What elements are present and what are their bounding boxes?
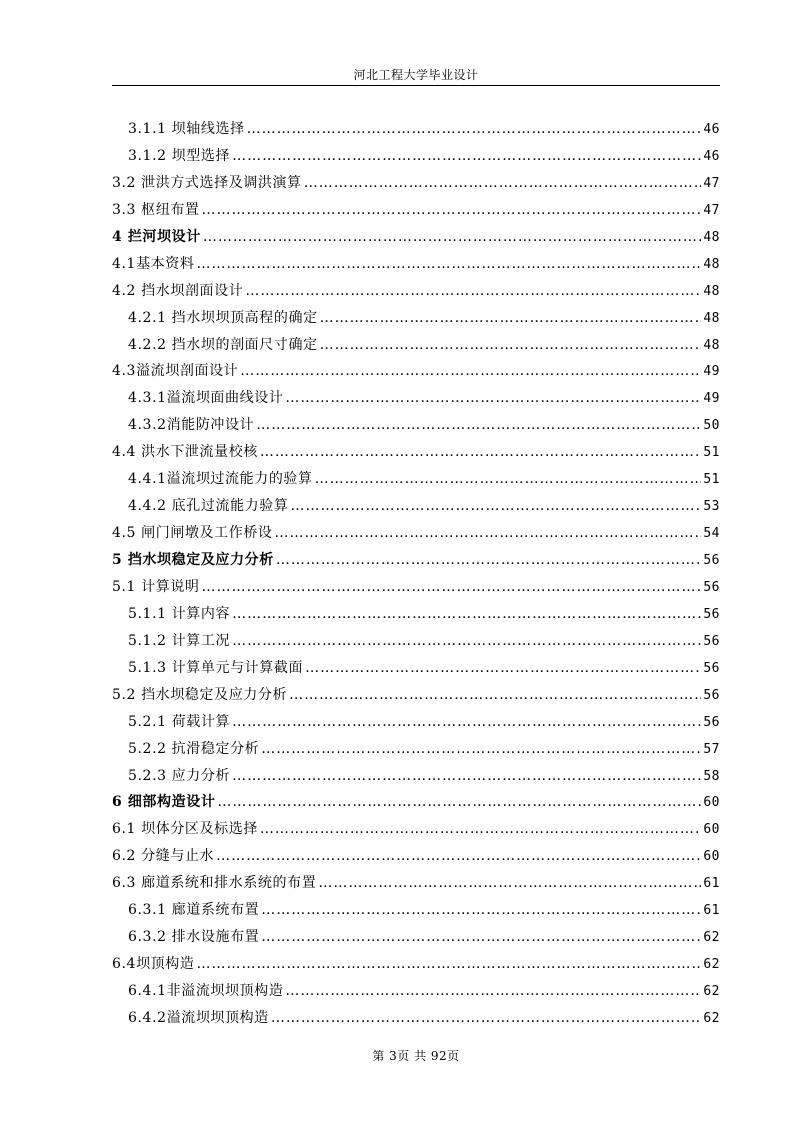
toc-entry-page-number: 60 (703, 795, 720, 811)
toc-entry[interactable] (112, 493, 720, 520)
toc-entry-label: 6.2 分缝与止水 (112, 848, 215, 865)
toc-entry-page-number: 46 (703, 122, 720, 137)
toc-entry-label: 6.3.1 廊道系统布置 (128, 902, 260, 919)
toc-dot-leader (232, 143, 701, 170)
toc-entry[interactable] (112, 224, 720, 251)
toc-dot-leader (290, 493, 701, 520)
toc-dot-leader (203, 224, 702, 251)
page-header-title: 河北工程大学毕业设计 (353, 68, 479, 82)
toc-entry-label: 3.1.2 坝型选择 (128, 147, 231, 164)
toc-dot-leader (216, 843, 701, 870)
toc-entry-page-number: 48 (703, 310, 720, 326)
toc-entry-page-number: 61 (703, 876, 720, 892)
toc-entry-page-number: 51 (703, 472, 720, 488)
toc-dot-leader (276, 547, 702, 574)
toc-dot-leader (202, 574, 702, 601)
toc-entry-label: 6.3 廊道系统和排水系统的布置 (112, 875, 317, 892)
toc-entry-label: 4.3.2消能防冲设计 (128, 417, 255, 434)
toc-entry-label: 5.2.1 荷载计算 (128, 713, 231, 730)
toc-dot-leader (285, 385, 701, 412)
toc-entry-label: 5.1.1 计算内容 (128, 605, 231, 622)
toc-entry[interactable] (112, 520, 720, 547)
toc-entry[interactable] (112, 278, 720, 305)
toc-entry-page-number: 48 (703, 229, 720, 245)
toc-entry-page-number: 47 (703, 202, 720, 218)
toc-entry-page-number: 48 (703, 256, 720, 272)
toc-entry-page-number: 49 (703, 391, 720, 407)
toc-entry[interactable] (112, 843, 720, 870)
toc-entry-label: 4.2 挡水坝剖面设计 (112, 282, 244, 299)
toc-entry-page-number: 60 (703, 822, 720, 838)
toc-entry[interactable] (112, 547, 720, 574)
toc-entry-label: 6.4.1非溢流坝坝顶构造 (128, 983, 284, 999)
toc-entry-label: 5.2 挡水坝稳定及应力分析 (112, 686, 288, 703)
toc-entry[interactable] (112, 789, 720, 816)
toc-entry-label: 3.1.1 坝轴线选择 (128, 121, 245, 137)
toc-dot-leader (202, 197, 702, 224)
toc-entry-label: 5.2.3 应力分析 (128, 767, 231, 784)
toc-entry[interactable] (112, 332, 720, 359)
toc-dot-leader (320, 332, 702, 359)
toc-dot-leader (232, 601, 701, 628)
toc-dot-leader (260, 439, 701, 466)
toc-entry-page-number: 46 (703, 148, 720, 164)
toc-entry[interactable] (112, 305, 720, 332)
toc-entry-page-number: 62 (703, 984, 720, 999)
toc-dot-leader (245, 278, 701, 305)
toc-entry[interactable] (112, 197, 720, 224)
toc-entry-label: 6.1 坝体分区及标选择 (112, 821, 258, 838)
table-of-contents (112, 116, 720, 1032)
toc-entry[interactable] (112, 358, 720, 385)
toc-dot-leader (260, 816, 701, 843)
toc-dot-leader (275, 520, 702, 547)
toc-entry[interactable] (112, 951, 720, 978)
header-divider (112, 85, 720, 86)
toc-entry[interactable] (112, 628, 720, 655)
toc-dot-leader (318, 870, 701, 897)
toc-entry-label: 4 拦河坝设计 (112, 228, 201, 245)
toc-entry-label: 5 挡水坝稳定及应力分析 (112, 552, 274, 568)
toc-dot-leader (289, 682, 701, 709)
toc-dot-leader (232, 763, 701, 790)
toc-entry-label: 6.3.2 排水设施布置 (128, 929, 260, 946)
toc-entry-label: 4.3.1溢流坝面曲线设计 (128, 390, 284, 407)
toc-entry-label: 5.1.2 计算工况 (128, 632, 231, 649)
toc-entry-label: 3.2 泄洪方式选择及调洪演算 (112, 174, 302, 191)
toc-entry[interactable] (112, 412, 720, 439)
toc-entry-page-number: 48 (703, 337, 720, 353)
toc-entry[interactable] (112, 251, 720, 278)
toc-entry-page-number: 47 (703, 175, 720, 191)
toc-dot-leader (320, 305, 702, 332)
toc-entry-page-number: 50 (703, 418, 720, 434)
toc-dot-leader (217, 789, 701, 816)
toc-dot-leader (240, 358, 701, 385)
toc-entry[interactable] (112, 763, 720, 790)
toc-entry[interactable] (112, 574, 720, 601)
toc-entry[interactable] (112, 736, 720, 763)
toc-dot-leader (305, 655, 701, 682)
toc-dot-leader (285, 978, 701, 1005)
toc-entry[interactable] (112, 385, 720, 412)
toc-entry-page-number: 51 (703, 445, 720, 461)
toc-entry-label: 6.4坝顶构造 (112, 956, 195, 973)
toc-dot-leader (271, 1005, 702, 1032)
toc-dot-leader (315, 466, 702, 493)
toc-entry[interactable] (112, 978, 720, 1005)
toc-entry-page-number: 54 (703, 526, 720, 542)
toc-entry[interactable] (112, 816, 720, 843)
toc-entry-label: 4.3溢流坝剖面设计 (112, 363, 239, 380)
toc-entry[interactable] (112, 1005, 720, 1032)
toc-entry-label: 4.2.1 挡水坝坝顶高程的确定 (128, 309, 318, 326)
toc-entry[interactable] (112, 439, 720, 466)
toc-entry[interactable] (112, 170, 720, 197)
toc-entry-label: 4.1基本资料 (112, 255, 195, 272)
toc-entry-label: 4.4 洪水下泄流量校核 (112, 444, 258, 461)
toc-entry-label: 6 细部构造设计 (112, 794, 216, 811)
toc-entry[interactable] (112, 682, 720, 709)
toc-entry[interactable] (112, 601, 720, 628)
toc-entry-label: 5.2.2 抗滑稳定分析 (128, 740, 260, 757)
toc-entry-page-number: 56 (703, 714, 720, 730)
toc-entry-label: 6.4.2溢流坝坝顶构造 (128, 1009, 269, 1026)
toc-dot-leader (232, 709, 701, 736)
toc-dot-leader (261, 924, 701, 951)
toc-entry-label: 4.2.2 挡水坝的剖面尺寸确定 (128, 336, 318, 353)
toc-entry-label: 3.3 枢纽布置 (112, 201, 200, 218)
toc-entry-page-number: 48 (703, 283, 720, 299)
toc-entry[interactable] (112, 870, 720, 897)
toc-entry[interactable] (112, 897, 720, 924)
toc-entry[interactable] (112, 924, 720, 951)
toc-dot-leader (232, 628, 701, 655)
toc-dot-leader (196, 951, 701, 978)
toc-entry-page-number: 62 (703, 930, 720, 946)
toc-entry-page-number: 62 (703, 957, 720, 973)
toc-entry-page-number: 49 (703, 364, 720, 380)
toc-entry-page-number: 58 (703, 768, 720, 784)
toc-dot-leader (261, 736, 701, 763)
toc-dot-leader (247, 116, 702, 143)
toc-entry-label: 4.4.1溢流坝过流能力的验算 (128, 471, 313, 488)
toc-entry-page-number: 62 (703, 1010, 720, 1026)
toc-dot-leader (261, 897, 701, 924)
toc-entry[interactable] (112, 466, 720, 493)
toc-entry-page-number: 56 (703, 660, 720, 676)
page-footer-number: 第 3页 共 92页 (372, 1049, 460, 1063)
toc-dot-leader (304, 170, 702, 197)
toc-entry-page-number: 56 (703, 687, 720, 703)
toc-entry[interactable] (112, 116, 720, 143)
toc-entry-page-number: 53 (703, 499, 720, 515)
toc-entry[interactable] (112, 655, 720, 682)
toc-entry-label: 4.5 闸门闸墩及工作桥设 (112, 525, 273, 542)
toc-dot-leader (256, 412, 701, 439)
toc-entry[interactable] (112, 709, 720, 736)
toc-entry-page-number: 56 (703, 553, 720, 568)
toc-entry-page-number: 57 (703, 741, 720, 757)
toc-entry-label: 5.1.3 计算单元与计算截面 (128, 659, 304, 676)
toc-entry-page-number: 61 (703, 903, 720, 919)
toc-entry-page-number: 56 (703, 579, 720, 595)
toc-entry[interactable] (112, 143, 720, 170)
toc-entry-page-number: 60 (703, 849, 720, 865)
toc-entry-label: 4.4.2 底孔过流能力验算 (128, 498, 289, 515)
toc-entry-page-number: 56 (703, 633, 720, 649)
toc-entry-page-number: 56 (703, 606, 720, 622)
toc-entry-label: 5.1 计算说明 (112, 578, 200, 595)
toc-dot-leader (196, 251, 701, 278)
